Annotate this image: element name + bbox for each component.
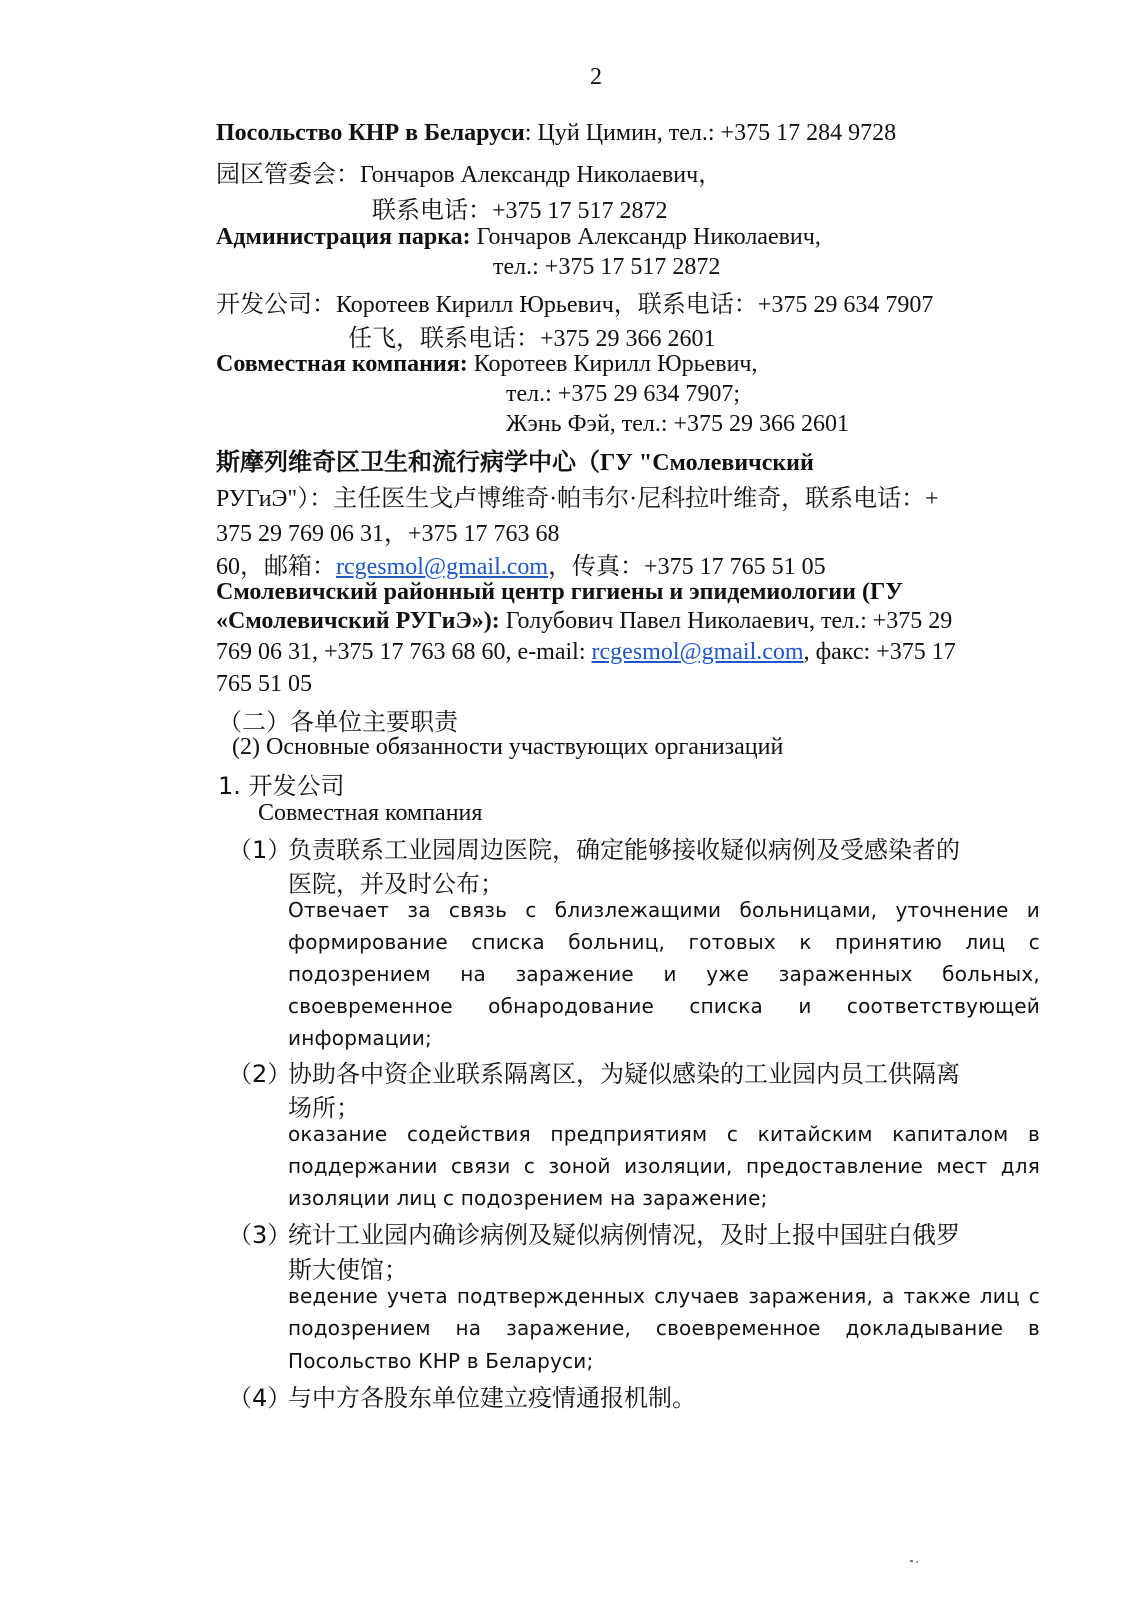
ru-center-text-b: , факс: +375 17	[803, 639, 956, 665]
duty-2-cn-line1: 协助各中资企业联系隔离区，为疑似感染的工业园内员工供隔离	[288, 1060, 960, 1088]
duty-4-cn-line1: 与中方各股东单位建立疫情通报机制。	[288, 1384, 696, 1412]
duty-3-cn-line2: 斯大使馆；	[288, 1256, 408, 1284]
embassy-text: : Цуй Цимин, тел.: +375 17 284 9728	[524, 120, 897, 146]
duty-1-number: （1）	[228, 836, 292, 864]
cn-center-line2: РУГиЭ"）：主任医生戈卢博维奇·帕韦尔·尼科拉叶维奇，联系电话：+	[216, 486, 939, 512]
duty-1-ru-line2: формирование списка больниц, готовых к принятию лиц с	[288, 930, 1040, 954]
duty-1-cn-line2: 医院，并及时公布；	[288, 870, 504, 898]
duty-3-number: （3）	[228, 1221, 292, 1249]
duty-2-ru-line3: изоляции лиц с подозрением на заражение;	[288, 1186, 768, 1210]
duty-2-cn-line2: 场所；	[288, 1094, 360, 1122]
ru-center-email-link[interactable]: rcgesmol@gmail.com	[591, 639, 804, 665]
cn-dev-contact	[216, 284, 933, 319]
duty-1-cn-line1: 负责联系工业园周边医院，确定能够接收疑似病例及受感染者的	[288, 836, 960, 864]
duty-3-ru-line1: ведение учета подтвержденных случаев заражения, а также лиц с	[288, 1284, 1040, 1308]
cn-admin-label: 园区管委会	[216, 160, 336, 188]
joint-contact	[216, 351, 757, 378]
ru-center-line2	[216, 608, 952, 635]
duty-1-ru-line5: информации;	[288, 1026, 432, 1050]
duty-3-ru-line2: подозрением на заражение, своевременное докладывание в	[288, 1316, 1040, 1340]
duty-3-cn-line1: 统计工业园内确诊病例及疑似病例情况，及时上报中国驻白俄罗	[288, 1221, 960, 1249]
duty-2-number: （2）	[228, 1060, 292, 1088]
ru-center-line1: Смолевичский районный центр гигиены и эпидемиологии (ГУ	[216, 579, 903, 605]
joint-label: Совместная компания:	[216, 351, 468, 377]
duty-2-ru-line1: оказание содействия предприятиям с китайским капиталом в	[288, 1122, 1040, 1146]
duty-3-ru-line3: Посольство КНР в Беларуси;	[288, 1349, 594, 1373]
duty-1-ru-line4: своевременное обнародование списка и соответствующей	[288, 994, 1040, 1018]
ru-center-line3	[216, 639, 956, 666]
cn-dev-label: 开发公司	[216, 290, 312, 318]
section-heading-cn: （二）各单位主要职责	[218, 708, 458, 736]
admin-phone: тел.: +375 17 517 2872	[493, 254, 721, 280]
section-heading-ru: (2) Основные обязанности участвующих организаций	[232, 734, 784, 760]
cn-center-email-link[interactable]: rcgesmol@gmail.com	[336, 554, 549, 580]
duty-1-ru-line1: Отвечает за связь с близлежащими больницами, уточнение и	[288, 898, 1040, 922]
embassy-label: Посольство КНР в Беларуси	[216, 120, 525, 146]
admin-contact	[216, 224, 821, 251]
ru-center-line4: 765 51 05	[216, 671, 312, 697]
cn-center-line4	[216, 546, 826, 581]
admin-label: Администрация парка:	[216, 224, 471, 250]
duty-1-ru-line3: подозрением на заражение и уже зараженных больных,	[288, 962, 1040, 986]
joint-text: Коротеев Кирилл Юрьевич,	[467, 351, 758, 377]
ru-center-text-a: 769 06 31, +375 17 763 68 60, e-mail:	[216, 639, 592, 665]
scan-speck	[916, 1561, 918, 1563]
item1-heading	[218, 766, 345, 801]
page-number: 2	[590, 64, 602, 90]
duty-4-number: （4）	[228, 1384, 292, 1412]
item1-ru: Совместная компания	[258, 800, 483, 826]
cn-center-line1: 斯摩列维奇区卫生和流行病学中心（ГУ "Смолевичский	[216, 450, 814, 476]
cn-dev-text: ：Коротеев Кирилл Юрьевич，联系电话：+375 29 634 7907	[312, 292, 934, 318]
cn-admin-phone: 联系电话：+375 17 517 2872	[372, 198, 668, 224]
duty-2-ru-line2: поддержании связи с зоной изоляции, предоставление мест для	[288, 1154, 1040, 1178]
admin-text: Гончаров Александр Николаевич,	[470, 224, 821, 250]
joint-second: Жэнь Фэй, тел.: +375 29 366 2601	[506, 411, 850, 437]
joint-phone: тел.: +375 29 634 7907;	[506, 381, 740, 407]
embassy-contact	[216, 120, 896, 147]
cn-center-text-a: 60，邮箱：	[216, 554, 336, 580]
cn-dev-second: 任飞，联系电话：+375 29 366 2601	[348, 326, 716, 352]
cn-admin-contact	[216, 154, 722, 189]
cn-admin-text: ：Гончаров Александр Николаевич，	[336, 162, 723, 188]
cn-center-text-b: ，传真：+375 17 765 51 05	[548, 554, 826, 580]
ru-center-head: Голубович Павел Николаевич, тел.: +375 29	[499, 608, 953, 634]
ru-center-name: «Смолевичский РУГиЭ»):	[216, 608, 500, 634]
cn-center-line3: 375 29 769 06 31，+375 17 763 68	[216, 521, 560, 547]
item1-cn: 开发公司	[248, 772, 345, 800]
scan-speck	[910, 1560, 913, 1562]
item1-number: 1.	[218, 772, 241, 800]
